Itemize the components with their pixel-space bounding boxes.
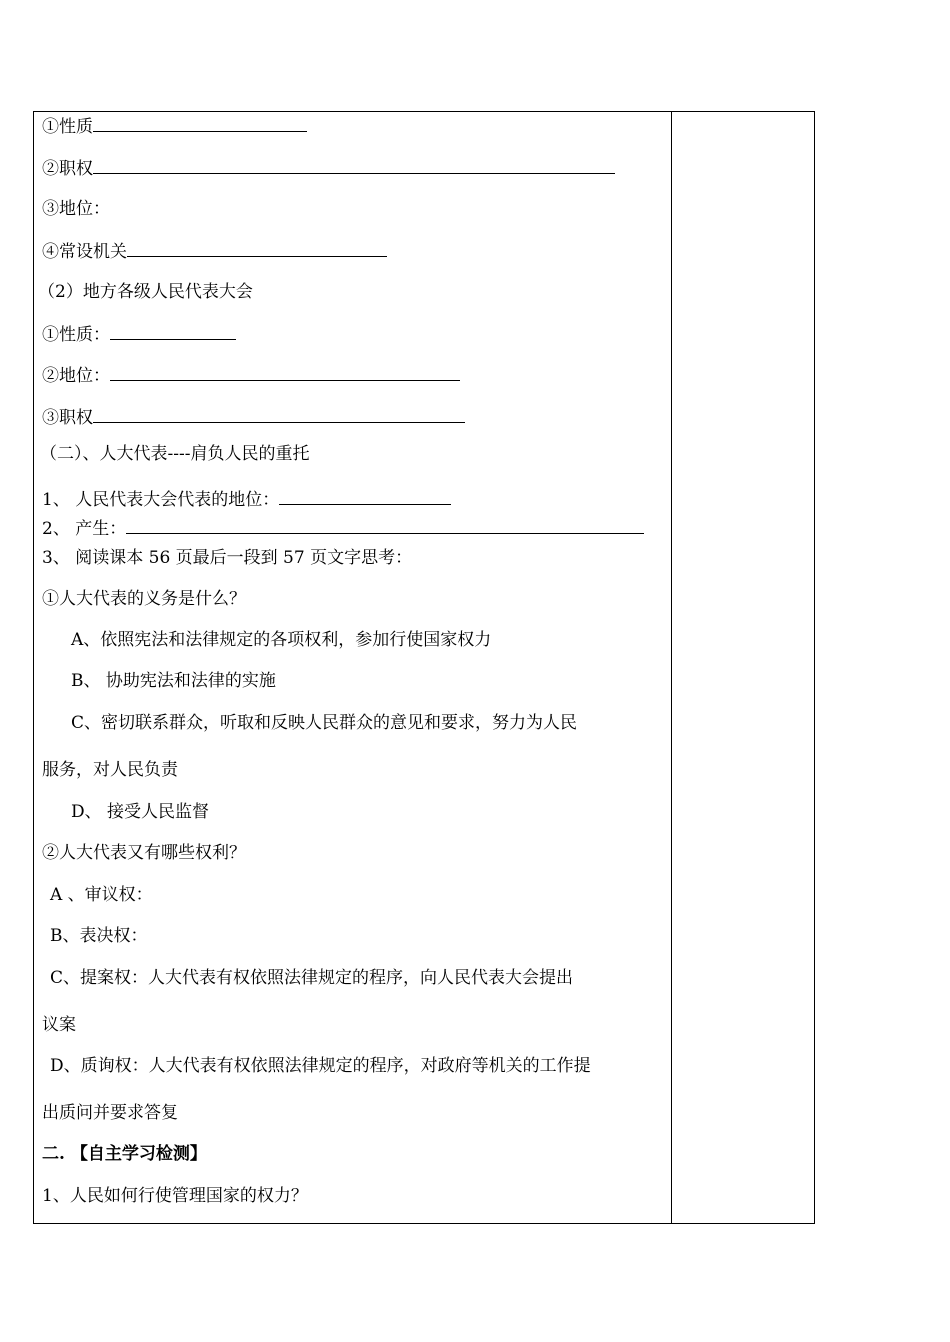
answer-option (50, 967, 573, 989)
line-text: B、 协助宪法和法律的实施 (71, 671, 276, 691)
question-line (42, 588, 246, 610)
text-line (42, 157, 615, 180)
line-text: ①性质： (42, 325, 110, 345)
line-text: 2、 产生： (42, 519, 127, 539)
section-heading (38, 281, 253, 303)
section-heading (40, 443, 309, 465)
text-line (42, 517, 644, 540)
line-text: 出质问并要求答复 (42, 1103, 178, 1123)
text-line (42, 115, 307, 138)
line-text: ②地位： (42, 366, 110, 386)
text-line (42, 198, 110, 220)
fill-blank (279, 488, 451, 505)
answer-option (50, 925, 148, 947)
fill-blank (110, 323, 236, 340)
line-text: （二）、人大代表----肩负人民的重托 (40, 444, 310, 464)
line-text: ①人大代表的义务是什么？ (42, 589, 246, 609)
fill-blank (127, 240, 387, 257)
line-text: ②人大代表又有哪些权利？ (42, 843, 246, 863)
text-line (42, 488, 451, 511)
line-text: 3、 阅读课本 56 页最后一段到 57 页文字思考： (42, 548, 413, 568)
answer-option (71, 801, 209, 823)
line-text: 1、 人民代表大会代表的地位： (42, 490, 280, 510)
fill-blank (126, 517, 644, 534)
line-text: ④常设机关 (42, 242, 127, 262)
line-text: B、表决权： (50, 926, 148, 946)
line-text: C、密切联系群众，听取和反映人民群众的意见和要求，努力为人民 (71, 713, 578, 733)
text-line (42, 406, 465, 429)
fill-blank (93, 406, 465, 423)
line-text: C、提案权：人大代表有权依照法律规定的程序，向人民代表大会提出 (50, 968, 574, 988)
line-text: 1、人民如何行使管理国家的权力？ (42, 1186, 308, 1206)
answer-option-continued (42, 1014, 76, 1036)
question-line (42, 1185, 308, 1207)
text-line (42, 547, 412, 569)
section-title (42, 1143, 207, 1165)
text-line (42, 323, 236, 346)
question-line (42, 842, 246, 864)
line-text: D、 接受人民监督 (71, 802, 210, 822)
line-text: ②职权 (42, 159, 93, 179)
line-text: ①性质 (42, 117, 93, 137)
line-text: 服务，对人民负责 (42, 760, 178, 780)
line-text: ③职权 (42, 408, 93, 428)
fill-blank (110, 364, 460, 381)
answer-option (71, 670, 276, 692)
fill-blank (93, 115, 307, 132)
line-text: （2）地方各级人民代表大会 (38, 282, 253, 302)
answer-option (50, 1055, 591, 1077)
line-text: A、依照宪法和法律规定的各项权利，参加行使国家权力 (71, 630, 492, 650)
line-text: ③地位： (42, 199, 110, 219)
fill-blank (93, 157, 615, 174)
text-line (42, 364, 460, 387)
line-text: 二. 【自主学习检测】 (42, 1144, 207, 1164)
column-divider (671, 111, 672, 1224)
text-line (42, 240, 387, 263)
answer-option-continued (42, 759, 178, 781)
answer-option-continued (42, 1102, 178, 1124)
line-text: 议案 (42, 1015, 76, 1035)
line-text: D、质询权：人大代表有权依照法律规定的程序，对政府等机关的工作提 (50, 1056, 591, 1076)
answer-option (71, 712, 577, 734)
answer-option (50, 884, 153, 906)
answer-option (71, 629, 491, 651)
line-text: A 、审议权： (50, 885, 153, 905)
